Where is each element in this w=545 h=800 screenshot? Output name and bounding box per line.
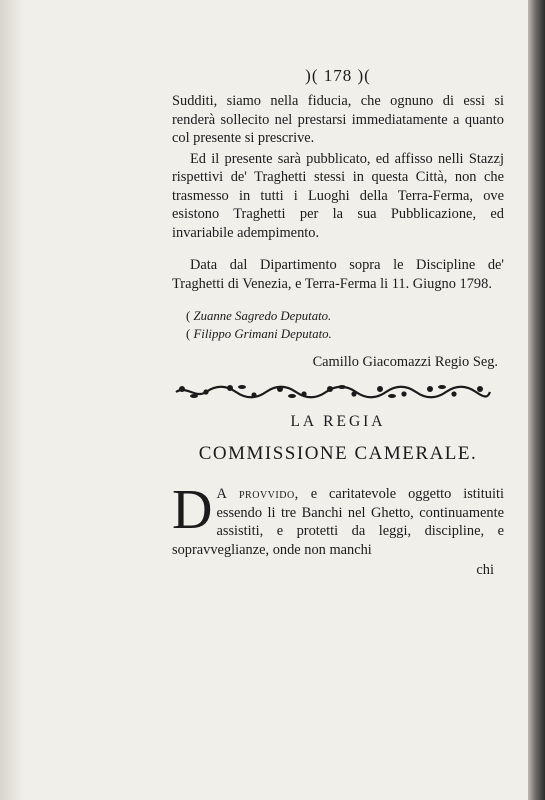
page-edge-shadow — [528, 0, 545, 800]
paragraph-banchi-text: e caritatevole oggetto istituiti essendo li tre Banchi nel Ghetto, continuamente assistiti, e protetti da leggi, discipline, e sopravveglianze, onde non manchi — [172, 486, 504, 558]
heading-la-regia: LA REGIA — [290, 413, 386, 430]
catchword: chi — [476, 562, 494, 578]
secretary-signature: Camillo Giacomazzi Regio Seg. — [312, 354, 498, 370]
final-paragraph-block — [172, 479, 504, 579]
heading-commissione-camerale: COMMISSIONE CAMERALE. — [198, 443, 478, 464]
decorative-vine-ornament-icon — [172, 383, 494, 401]
gutter-shadow — [0, 0, 24, 800]
paragraph-publication: Ed il presente sarà pubblicato, ed affisso nelli Stazzj rispettivi de' Traghetti stessi in questa Città, non che trasmesso in tutti i Luoghi della Terra-Ferma, ove esistono Traghetti per la sua Pubblicazione, ed invariabile adempimento. — [172, 150, 504, 241]
signature-block — [186, 307, 504, 343]
page-content — [172, 66, 504, 579]
signature-grimani: ( Filippo Grimani Deputato. — [186, 325, 504, 343]
paragraph-lead-words: A provvido, — [216, 486, 299, 502]
paragraph-date: Data dal Dipartimento sopra le Discipline de' Traghetti di Venezia, e Terra-Ferma li 11. Giugno 1798. — [172, 257, 504, 292]
signature-sagredo: ( Zuanne Sagredo Deputato. — [186, 307, 504, 325]
paragraph-subjects: Sudditi, siamo nella fiducia, che ognuno di essi si renderà sollecito nel prestarsi immediatamente a quanto col presente si prescrive. — [172, 93, 504, 146]
page-number: )( 178 )( — [305, 66, 371, 85]
drop-cap: D — [172, 479, 213, 541]
paragraph-banchi — [172, 479, 504, 559]
